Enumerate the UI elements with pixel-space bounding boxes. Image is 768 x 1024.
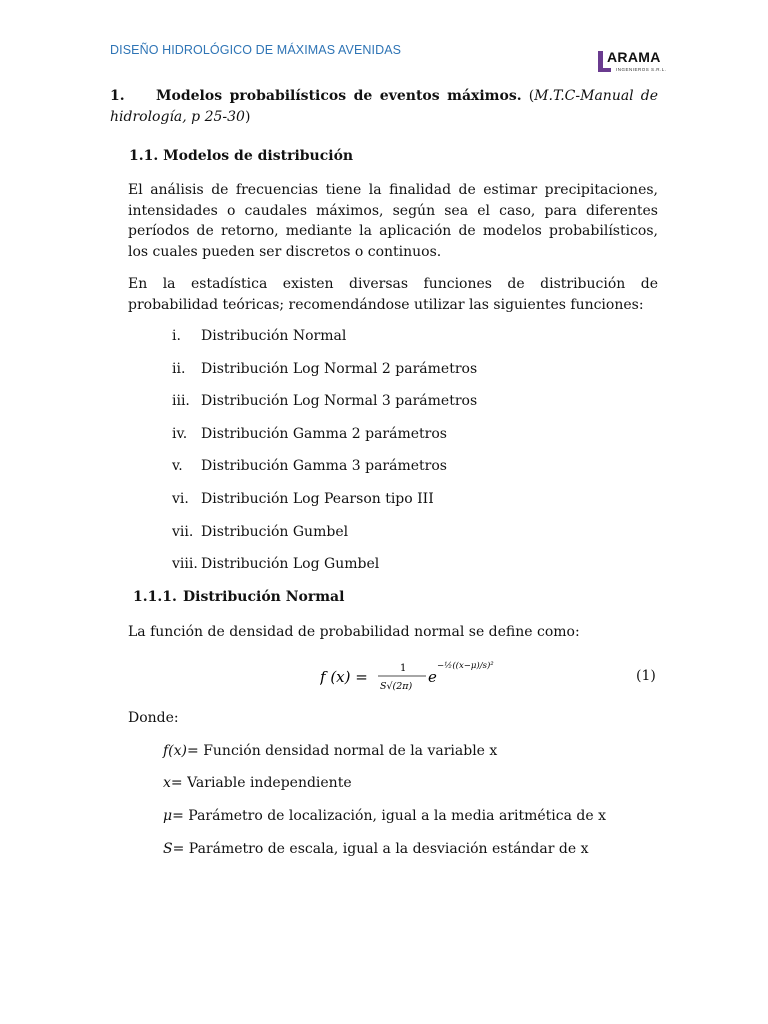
list-item [128, 522, 608, 555]
paragraph-distribution-functions: En la estadística existen diversas funciones de distribución de probabilidad teóricas; recomendándose utilizar las siguientes funciones: [128, 276, 658, 313]
definition-text: = Parámetro de escala, igual a la desviación estándar de x [172, 841, 589, 857]
paragraph-density-definition: La función de densidad de probabilidad normal se define como: [128, 624, 580, 640]
list-item [128, 326, 608, 359]
definition-mu [163, 808, 606, 824]
definition-text: = Variable independiente [170, 775, 352, 791]
list-item [128, 391, 608, 424]
definition-text: = Parámetro de localización, igual a la media aritmética de x [172, 808, 606, 824]
section-1-1-1-heading [133, 589, 344, 605]
normal-density-formula [320, 650, 520, 700]
list-item [128, 489, 608, 522]
list-marker: iv. [172, 425, 188, 442]
list-marker: v. [172, 458, 183, 475]
list-marker: i. [172, 328, 181, 344]
list-item-label: Distribución Log Normal 3 parámetros [201, 393, 478, 410]
formula-numerator: 1 [400, 663, 407, 674]
formula-denominator: S√(2π) [380, 681, 413, 692]
paragraph-frequency-analysis: El análisis de frecuencias tiene la finalidad de estimar precipitaciones, intensidades o caudales máximos, según sea el caso, para diferentes períodos de retorno, mediante la aplicación de modelos probabilísticos, los cuales pueden ser discretos o continuos. [128, 182, 658, 260]
logo-mark-base [598, 68, 611, 72]
citation-open: ( [528, 88, 535, 104]
formula-exponent: −½((x−μ)/s)² [437, 661, 494, 671]
section-1-heading [110, 86, 658, 128]
list-marker: ii. [172, 360, 186, 377]
definition-x [163, 775, 352, 791]
section-1-1-heading: 1.1. Modelos de distribución [129, 148, 354, 164]
section-1-title: Modelos probabilísticos de eventos máximos. [156, 88, 522, 104]
list-marker: iii. [172, 393, 190, 410]
definition-text: = Función densidad normal de la variable x [187, 743, 498, 759]
list-marker: vi. [172, 490, 189, 507]
citation-close: ) [244, 109, 251, 125]
list-item [128, 359, 608, 392]
formula-base: e [428, 668, 437, 686]
section-1-number: 1. [110, 88, 125, 104]
definition-symbol: μ [163, 808, 173, 824]
definition-s [163, 841, 588, 857]
list-item-label: Distribución Gamma 2 parámetros [201, 425, 447, 442]
definition-fx [163, 743, 497, 759]
logo-text: ARAMA [607, 49, 661, 65]
list-item-label: Distribución Gumbel [201, 523, 349, 540]
list-item [128, 424, 608, 457]
running-header: DISEÑO HIDROLÓGICO DE MÁXIMAS AVENIDAS [110, 43, 402, 57]
company-logo [598, 49, 678, 77]
definition-symbol: x [163, 775, 171, 791]
section-1-1-1-number: 1.1.1. [133, 589, 177, 605]
list-marker: viii. [172, 556, 198, 573]
list-item-label: Distribución Gamma 3 parámetros [201, 458, 447, 475]
section-1-1-1-title: Distribución Normal [183, 589, 345, 605]
where-label: Donde: [128, 710, 179, 726]
list-item-label: Distribución Log Pearson tipo III [201, 490, 434, 507]
list-item [128, 456, 608, 489]
logo-subtext: INGENIEROS S.R.L. [616, 67, 667, 72]
list-item-label: Distribución Log Normal 2 parámetros [201, 360, 478, 377]
definition-symbol: S [163, 841, 173, 857]
list-marker: vii. [172, 523, 194, 540]
distribution-list [128, 326, 608, 587]
formula-lhs: f (x) = [320, 668, 368, 686]
equation-number: (1) [636, 668, 656, 684]
list-item-label: Distribución Normal [201, 328, 347, 344]
definition-symbol: f(x) [163, 743, 188, 759]
list-item-label: Distribución Log Gumbel [201, 556, 380, 573]
list-item [128, 554, 608, 587]
section-1-citation: M.T.C-Manual de hidrología, p 25-30 [110, 88, 658, 125]
